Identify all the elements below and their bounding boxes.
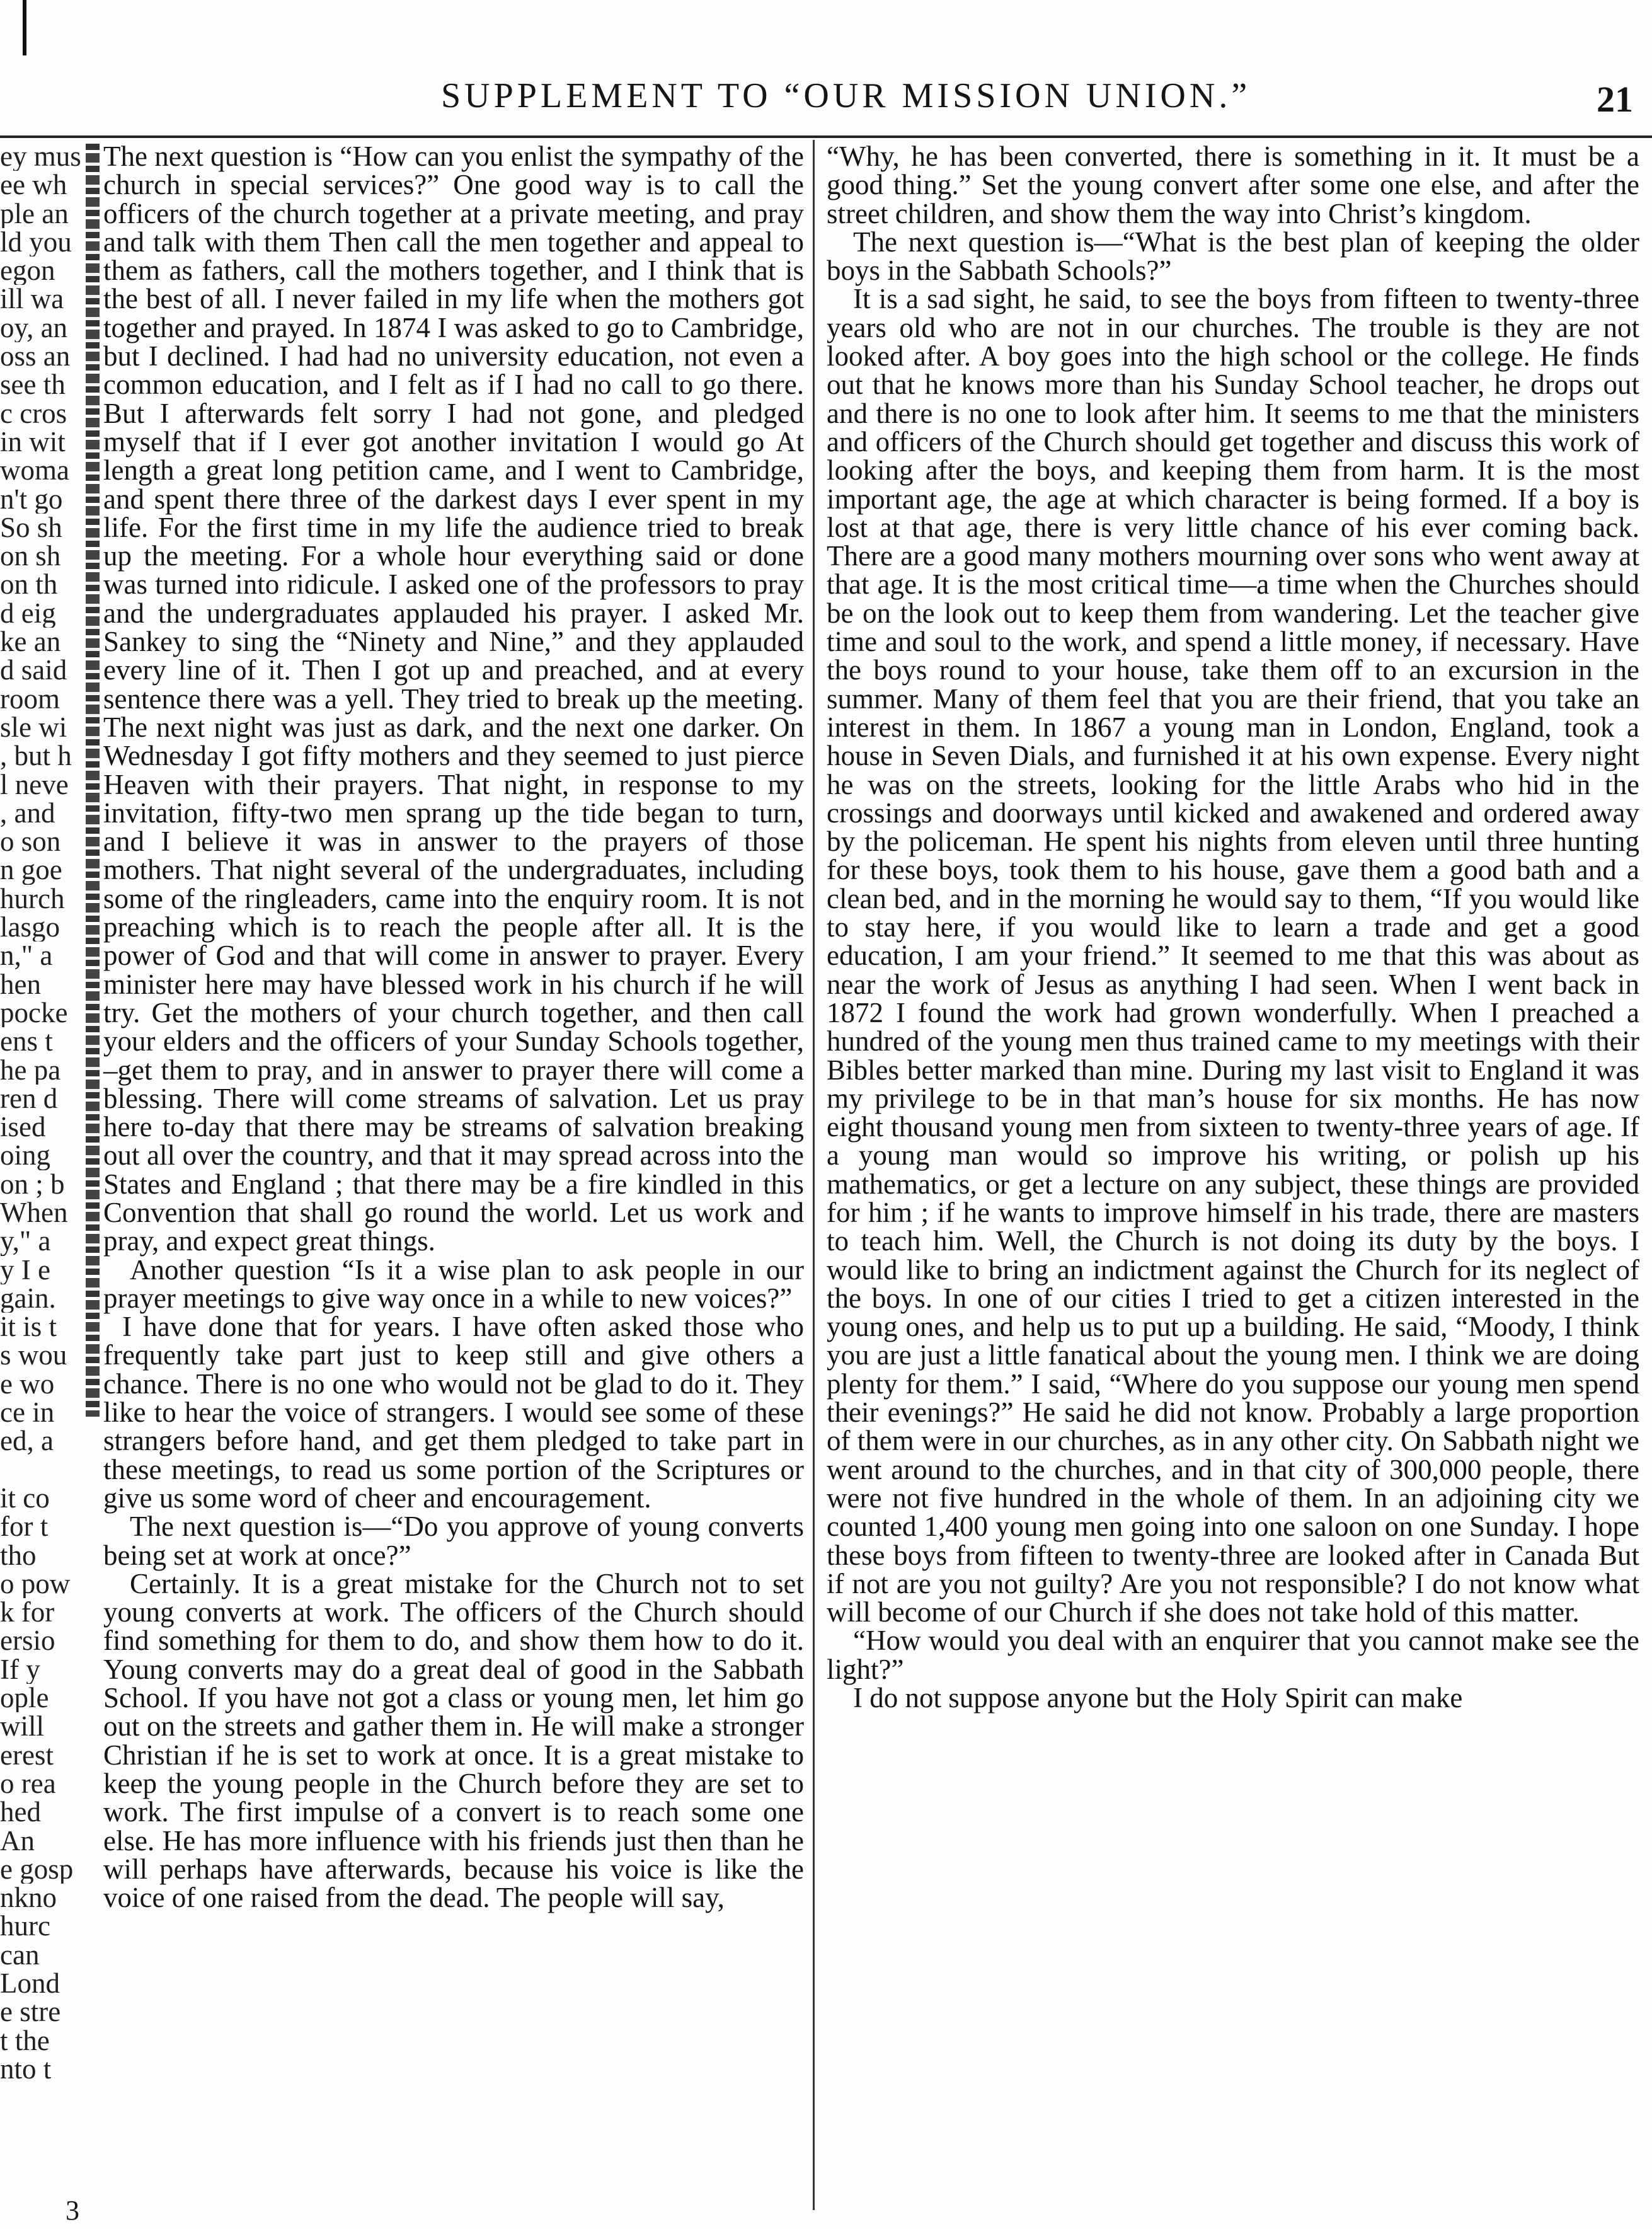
left-edge-fragment: egon [0, 256, 55, 285]
left-edge-fragment: oing [0, 1141, 51, 1170]
left-edge-fragment: hurch [0, 884, 65, 914]
left-edge-fragment: see th [0, 371, 66, 400]
left-edge-fragment: nto t [0, 2054, 52, 2084]
left-edge-fragment: woma [0, 456, 69, 485]
left-column [103, 142, 804, 1912]
column-paragraph: Certainly. It is a great mistake for the Church not to set young converts at work. The officers of the Church should find something for them to do, and show them how to do it. Young converts may do a great deal of good in the Sabbath School. If you have not got a class or young men, let him go out on the streets and gather them in. He will make a stronger Christian if he is set to work at once. It is a great mistake to keep the young people in the Church before they are set to work. The first impulse of a convert is to reach some one else. He has more influence with his friends just then than he will perhaps have afterwards, because his voice is like the voice of one raised from the dead. The people will say, [103, 1567, 804, 1914]
left-edge-fragment: tho [0, 1541, 37, 1570]
left-edge-fragment: ised [0, 1113, 46, 1142]
left-edge-fragment: o pow [0, 1569, 71, 1599]
left-edge-fragment: If y [0, 1655, 40, 1685]
left-edge-fragment: e stre [0, 1998, 61, 2027]
left-edge-fragment: o son [0, 827, 61, 856]
column-paragraph: “How would you deal with an enquirer that you cannot make see the light?” [827, 1625, 1639, 1685]
left-edge-fragment: s wou [0, 1341, 67, 1370]
left-edge-fragment: oss an [0, 342, 71, 371]
left-edge-fragment: he pa [0, 1056, 61, 1085]
left-edge-fragment: can [0, 1940, 40, 1969]
column-paragraph: It is a sad sight, he said, to see the boys from fifteen to twenty-three years old who are not in our churches. The trouble is they are not looked after. A boy goes into the high school or the college. He finds out that he knows more than his Sunday School teacher, he drops out and there is no one to look after him. It seems to me that the ministers and officers of the Church should get together and discuss this work of looking after the boys, and keeping them from harm. It is the most important age, the age at which character is being formed. If a boy is lost at that age, there is very little chance of his ever coming back. There are a good many mothers mourning over sons who went away at that age. It is the most critical time—a time when the Churches should be on the look out to keep them from wandering. Let the teacher give time and soul to the work, and spend a little money, if necessary. Have the boys round to your house, take them off to an excursion in the summer. Many of them feel that you are their friend, that you take an interest in them. In 1867 a young man in London, England, took a house in Seven Dials, and furnished it at his own expense. Every night he was on the streets, looking for the little Arabs who hid in the crossings and doorways until kicked and awakened and ordered away by the policeman. He spent his nights from eleven until three hunting for these boys, took them to his house, gave them a good bath and a clean bed, and in the morning he would say to them, “If you would like to stay here, if you would like to learn a trade and get a good education, I am your friend.” It seemed to me that this was about as near the work of Jesus as anything I had seen. When I went back in 1872 I found the work had grown wonderfully. When I preached a hundred of the young men thus trained came to my meetings with their Bibles better marked than mine. During my last visit to England it was my privilege to be in that man’s house for six months. He has now eight thousand young men from sixteen to twenty-three years of age. If a young man would so improve his writing, or polish up his mathematics, or get a lecture on any subject, these things are provided for him ; if he wants to improve himself in his trade, there are masters to teach him. Well, the Church is not doing its duty by the boys. I would like to bring an indictment against the Church for its neglect of the boys. In one of our cities I tried to get a citizen interested in the young ones, and help us to put up a building. He said, “Moody, I think you are just a little fanatical about the young men. I think we are doing plenty for them.” I said, “Where do you suppose our young men spend their evenings?” He said he did not know. Probably a large proportion of them were in our churches, as in any other city. On Sabbath night we went around to the churches, and in that city of 300,000 people, there were not five hundred in the whole of them. In an adjoining city we counted 1,400 young men going into one saloon on one Sunday. I hope these boys from fifteen to twenty-three are looked after in Canada But if not are you not guilty? Are you not responsible? I do not know what will become of our Church if she does not take hold of this matter. [827, 283, 1639, 1628]
left-edge-fragment: for t [0, 1512, 49, 1541]
left-edge-fragment: So sh [0, 513, 62, 543]
left-edge-fragment [0, 1456, 95, 1484]
left-edge-fragment: , but h [0, 742, 72, 771]
left-edge-fragment: When [0, 1198, 68, 1228]
left-edge-fragment: ple an [0, 199, 69, 228]
left-edge-fragment: n goe [0, 856, 62, 885]
binding-damage-strip [86, 144, 100, 1417]
left-edge-fragment: sle wi [0, 713, 67, 742]
left-edge-fragment: ld you [0, 228, 72, 257]
left-edge-fragment: ke an [0, 628, 61, 657]
left-edge-fragment: hurc [0, 1912, 50, 1941]
left-edge-fragment: it co [0, 1483, 50, 1513]
left-edge-fragment: on sh [0, 542, 61, 571]
left-edge-fragment: k for [0, 1598, 55, 1627]
left-edge-fragment: ersio [0, 1627, 55, 1656]
left-edge-fragment: oy, an [0, 313, 68, 343]
left-edge-fragment: c cros [0, 399, 67, 428]
left-edge-fragment: gain. [0, 1284, 56, 1313]
left-edge-fragment: hed [0, 1798, 41, 1827]
left-edge-fragment: on th [0, 570, 58, 599]
left-edge-fragment: e wo [0, 1369, 55, 1399]
left-edge-fragment: t the [0, 2026, 50, 2055]
left-edge-fragment: ce in [0, 1398, 55, 1427]
left-edge-fragment: ey mus [0, 142, 81, 171]
top-left-corner-mark [23, 0, 26, 55]
left-edge-fragment: d eig [0, 599, 56, 628]
running-title: SUPPLEMENT TO “OUR MISSION UNION.” [441, 76, 1251, 115]
left-edge-fragment: lasgo [0, 913, 60, 942]
page-header [0, 71, 1652, 127]
left-edge-fragment: l neve [0, 770, 69, 799]
left-edge-fragment: y I e [0, 1255, 50, 1284]
left-edge-fragment: n," a [0, 942, 53, 971]
left-edge-fragment: o rea [0, 1769, 56, 1799]
left-edge-fragment: in wit [0, 427, 66, 457]
left-edge-fragment: n't go [0, 485, 63, 514]
left-edge-fragment: it is t [0, 1313, 57, 1342]
left-edge-fragment: ens t [0, 1027, 53, 1056]
left-edge-fragment: y," a [0, 1227, 51, 1256]
right-column [827, 142, 1639, 1712]
left-edge-text-fragments [0, 142, 95, 2083]
left-edge-fragment: Lond [0, 1969, 60, 1998]
column-paragraph: I do not suppose anyone but the Holy Spirit can make [853, 1682, 1463, 1714]
left-edge-fragment: nkno [0, 1884, 57, 1913]
column-paragraph: The next question is “How can you enlist the sympathy of the church in special services?” One good way is to call the officers of the church together at a private meeting, and pray and talk with them Then call the men together and appeal to them as fathers, call the mothers together, and I think that is the best of all. I never failed in my life when the mothers got together and prayed. In 1874 I was asked to go to Cambridge, but I declined. I had had no university education, not even a common education, and I felt as if I had no call to go there. But I afterwards felt sorry I had not gone, and pledged myself that if I ever got another invitation I would go At length a great long petition came, and I went to Cambridge, and spent there three of the darkest days I ever spent in my life. For the first time in my life the audience tried to break up the meeting. For a whole hour everything said or done was turned into ridicule. I asked one of the professors to pray and the undergraduates applauded his prayer. I asked Mr. Sankey to sing the “Ninety and Nine,” and they applauded every line of it. Then I got up and preached, and at every sentence there was a yell. They tried to break up the meeting. The next night was just as dark, and the next one darker. On Wednesday I got fifty mothers and they seemed to just pierce Heaven with their prayers. That night, in response to my invitation, fifty-two men sprang up the tide began to turn, and I believe it was in answer to the prayers of those mothers. That night several of the undergraduates, including some of the ringleaders, came into the enquiry room. It is not preaching which is to reach the people after all. It is the power of God and that will come in answer to prayer. Every minister here may have blessed work in his church if he will try. Get the mothers of your church together, and then call your elders and the officers of your Sunday Schools together, –get them to pray, and in answer to prayer there will come a blessing. There will come streams of salvation. Let us pray here to-day that there may be streams of salvation breaking out all over the country, and that it may spread across into the States and England ; that there may be a fire kindled in this Convention that shall go round the world. Let us work and pray, and expect great things. [103, 141, 804, 1257]
left-edge-fragment: d said [0, 656, 67, 685]
footer-signature: 3 [66, 2195, 79, 2226]
column-paragraph: I have done that for years. I have often asked those who frequently take part just to keep still and give others a chance. There is no one who would not be glad to do it. They like to hear the voice of strangers. I would see some of these strangers before hand, and get them pledged to take part in these meetings, to read us some portion of the Scriptures or give us some word of cheer and encouragement. [103, 1311, 804, 1514]
left-edge-fragment: ill wa [0, 285, 64, 314]
left-edge-fragment: erest [0, 1741, 54, 1770]
column-paragraph: The next question is—“What is the best plan of keeping the older boys in the Sabbath Schools?” [827, 226, 1639, 287]
left-edge-fragment: , and [0, 798, 55, 828]
left-edge-fragment: An [0, 1826, 35, 1855]
left-edge-fragment: ed, a [0, 1427, 54, 1456]
header-rule [0, 135, 1652, 138]
column-paragraph: Another question “Is it a wise plan to ask people in our prayer meetings to give way once in a while to new voices?” [103, 1253, 804, 1314]
left-edge-fragment: room [0, 684, 60, 713]
left-edge-fragment: will [0, 1712, 45, 1741]
left-edge-fragment: on ; b [0, 1170, 65, 1199]
column-divider [813, 140, 815, 2210]
left-edge-fragment: e gosp [0, 1855, 74, 1884]
column-paragraph: The next question is—“Do you approve of young converts being set at work at once?” [103, 1511, 804, 1571]
left-edge-fragment: pocke [0, 998, 68, 1028]
left-edge-fragment: ren d [0, 1084, 58, 1114]
left-edge-fragment: ee wh [0, 171, 67, 200]
left-edge-fragment: hen [0, 970, 41, 999]
page-number: 21 [1597, 79, 1633, 120]
column-paragraph: “Why, he has been converted, there is something in it. It must be a good thing.” Set the young convert after some one else, and after the street children, and show them the way into Christ’s kingdom. [827, 141, 1639, 229]
left-edge-fragment: ople [0, 1684, 49, 1713]
